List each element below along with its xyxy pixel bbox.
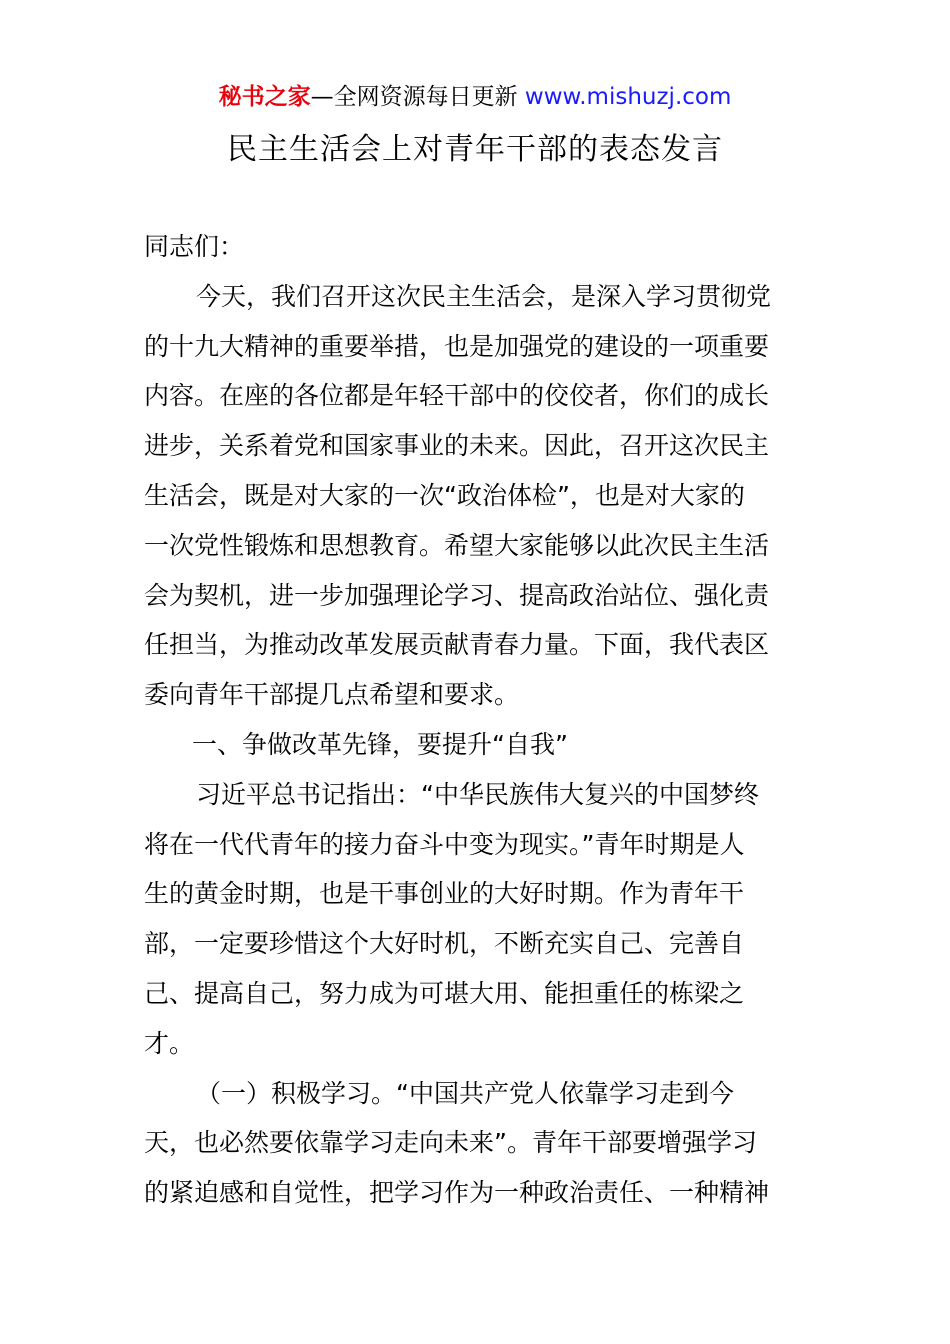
paragraph-line: 部，一定要珍惜这个大好时机，不断充实自己、完善自: [144, 929, 745, 959]
paragraph-line: 生的黄金时期，也是干事创业的大好时期。作为青年干: [144, 879, 745, 909]
paragraph-line: 内容。在座的各位都是年轻干部中的佼佼者，你们的成长: [144, 381, 770, 411]
paragraph-line: 将在一代代青年的接力奋斗中变为现实。”青年时期是人: [144, 829, 745, 859]
document-body: [144, 222, 816, 1218]
subsection-line: （一）积极学习。“中国共产党人依靠学习走到今: [196, 1078, 734, 1108]
section-heading: 一、争做改革先锋，要提升“自我”: [192, 729, 568, 759]
site-slogan: —全网资源每日更新: [310, 84, 518, 110]
paragraph-line: 天，也必然要依靠学习走向未来”。青年干部要增强学习: [144, 1128, 757, 1158]
paragraph-line: 的十九大精神的重要举措，也是加强党的建设的一项重要: [144, 331, 770, 361]
paragraph-line: 会为契机，进一步加强理论学习、提高政治站位、强化责: [144, 580, 770, 610]
paragraph-line: 任担当，为推动改革发展贡献青春力量。下面，我代表区: [144, 630, 770, 660]
paragraph-line: 委向青年干部提几点希望和要求。: [144, 680, 520, 710]
paragraph-line: 一次党性锻炼和思想教育。希望大家能够以此次民主生活: [144, 530, 770, 560]
site-url-link[interactable]: www.mishuzj.com: [524, 84, 732, 110]
paragraph-line: 进步，关系着党和国家事业的未来。因此，召开这次民主: [144, 431, 770, 461]
site-header: [0, 80, 950, 114]
document-title: 民主生活会上对青年干部的表态发言: [227, 132, 723, 167]
paragraph-line: 生活会，既是对大家的一次“政治体检”，也是对大家的: [144, 480, 745, 510]
site-brand: 秘书之家: [218, 84, 311, 110]
paragraph-line: 今天，我们召开这次民主生活会，是深入学习贯彻党: [196, 281, 772, 311]
paragraph-line: 才。: [144, 1028, 195, 1058]
paragraph-line: 习近平总书记指出：“中华民族伟大复兴的中国梦终: [196, 779, 759, 809]
paragraph-line: 己、提高自己，努力成为可堪大用、能担重任的栋梁之: [144, 978, 745, 1008]
salutation-line: 同志们：: [144, 232, 245, 261]
paragraph-line: 的紧迫感和自觉性，把学习作为一种政治责任、一种精神: [144, 1178, 770, 1208]
